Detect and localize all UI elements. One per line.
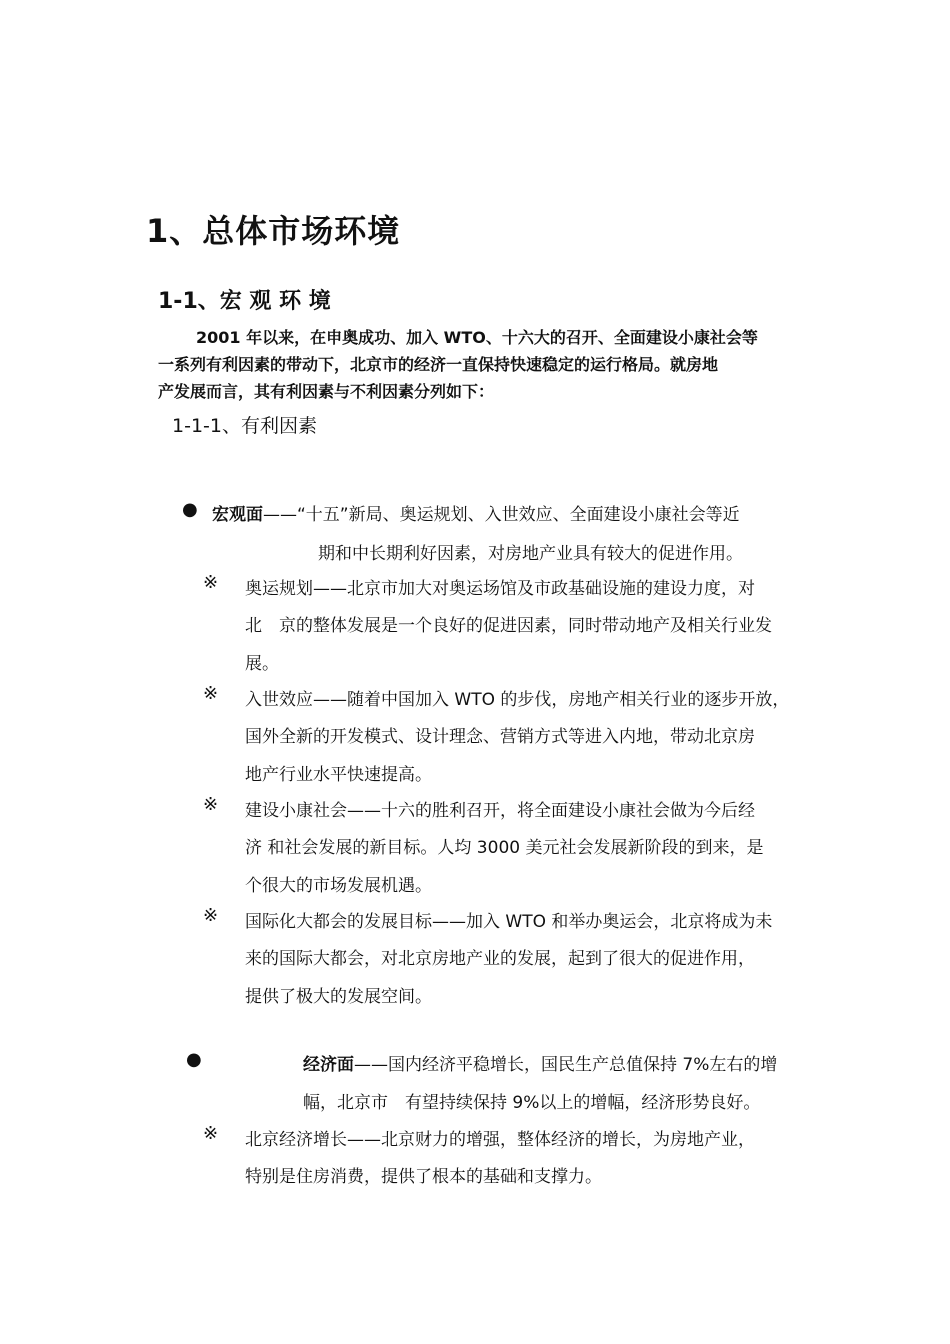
item-line: 入世效应——随着中国加入 WTO 的步伐，房地产相关行业的逐步开放， (245, 690, 790, 710)
intro-line-1: 2001 年以来，在申奥成功、加入 WTO、十六大的召开、全面建设小康社会等 (196, 328, 758, 347)
intro-line-2: 一系列有利因素的带动下，北京市的经济一直保持快速稳定的运行格局。就房地 (158, 355, 719, 374)
group-line-1 (303, 1050, 777, 1075)
item-line: 特别是住房消费，提供了根本的基础和支撑力。 (245, 1167, 602, 1187)
group-text: ——国内经济平稳增长，国民生产总值保持 7%左右的增 (354, 1055, 778, 1075)
item-line: 地产行业水平快速提高。 (245, 765, 432, 785)
bullet-icon: ● (186, 1049, 202, 1070)
group-text: ——“十五”新局、奥运规划、入世效应、全面建设小康社会等近 (263, 505, 740, 525)
group-line-1 (212, 500, 740, 525)
page-title: 1、总体市场环境 (146, 212, 401, 250)
group-label: 宏观面 (212, 505, 263, 525)
intro-line-3: 产发展而言，其有利因素与不利因素分列如下： (158, 382, 495, 401)
item-line: 北京经济增长——北京财力的增强，整体经济的增长，为房地产业， (245, 1130, 755, 1150)
item-line: 提供了极大的发展空间。 (245, 987, 432, 1007)
reference-mark-icon: ※ (203, 572, 219, 593)
item-line: 个很大的市场发展机遇。 (245, 876, 432, 896)
reference-mark-icon: ※ (203, 794, 219, 815)
item-line: 展。 (245, 654, 279, 674)
reference-mark-icon: ※ (203, 1123, 219, 1144)
subsection-heading: 1-1-1、有利因素 (172, 415, 317, 437)
item-line: 国际化大都会的发展目标——加入 WTO 和举办奥运会，北京将成为未 (245, 912, 773, 932)
item-line: 北 京的整体发展是一个良好的促进因素，同时带动地产及相关行业发 (245, 616, 772, 636)
item-line: 国外全新的开发模式、设计理念、营销方式等进入内地，带动北京房 (245, 727, 755, 747)
item-line: 来的国际大都会，对北京房地产业的发展，起到了很大的促进作用， (245, 949, 755, 969)
reference-mark-icon: ※ (203, 905, 219, 926)
item-line: 奥运规划——北京市加大对奥运场馆及市政基础设施的建设力度，对 (245, 579, 755, 599)
group-label: 经济面 (303, 1055, 354, 1075)
item-line: 济 和社会发展的新目标。人均 3000 美元社会发展新阶段的到来，是 (245, 838, 764, 858)
section-heading: 1-1、宏 观 环 境 (158, 289, 331, 314)
group-line-2: 幅，北京市 有望持续保持 9%以上的增幅，经济形势良好。 (303, 1093, 761, 1113)
reference-mark-icon: ※ (203, 683, 219, 704)
bullet-icon: ● (182, 499, 198, 520)
item-line: 建设小康社会——十六的胜利召开，将全面建设小康社会做为今后经 (245, 801, 755, 821)
group-line-2: 期和中长期利好因素，对房地产业具有较大的促进作用。 (318, 544, 743, 564)
